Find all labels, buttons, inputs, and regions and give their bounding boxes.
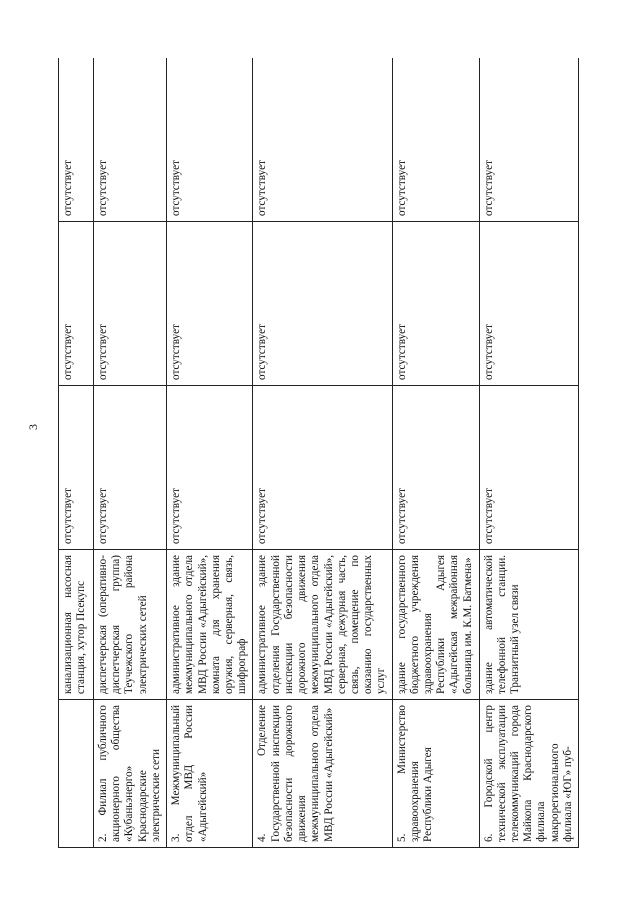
value-cell: отсутствует xyxy=(167,386,253,550)
table-row xyxy=(253,58,392,848)
value-cell: отсутствует xyxy=(94,58,167,222)
value-cell: отсутствует xyxy=(59,386,94,550)
value-cell: отсутствует xyxy=(59,58,94,222)
organization-cell xyxy=(59,700,94,848)
value-cell: отсутствует xyxy=(253,386,392,550)
table-row xyxy=(59,58,94,848)
table-row xyxy=(479,58,579,848)
building-cell: здание государственного бюджетного учреждения здравоохранения Республики Адыгея «Адыгейская межрайонная больница им. К.М. Батмена» xyxy=(392,550,479,700)
value-cell: отсутствует xyxy=(392,222,479,386)
value-cell: отсутствует xyxy=(167,58,253,222)
organization-cell: 5. Министерство здравоохранения Республики Адыгея xyxy=(392,700,479,848)
value-cell: отсутствует xyxy=(94,386,167,550)
table-row xyxy=(167,58,253,848)
value-cell: отсутствует xyxy=(479,58,579,222)
value-cell: отсутствует xyxy=(253,58,392,222)
value-cell: отсутствует xyxy=(253,222,392,386)
building-cell: административное здание отделения Государственной инспекции безопасности дорожного движения межмуниципального отдела МВД России «Адыгейский», серверная, дежурная часть, связь, помещение по оказанию государственных услуг xyxy=(253,550,392,700)
value-cell: отсутствует xyxy=(479,222,579,386)
value-cell: отсутствует xyxy=(59,222,94,386)
building-cell: здание автоматической телефонной станции. Транзитный узел связи xyxy=(479,550,579,700)
building-cell: диспетчерская (оперативно-диспетчерская группа) Теучежского района электрических сетей xyxy=(94,550,167,700)
value-cell: отсутствует xyxy=(392,386,479,550)
organization-cell: 4. Отделение Государственной инспекции безопасности дорожного движения межмуниципального отдела МВД России «Адыгейский» xyxy=(253,700,392,848)
value-cell: отсутствует xyxy=(479,386,579,550)
rotated-table-container xyxy=(58,58,598,848)
page-number: 3 xyxy=(26,424,40,430)
organization-cell: 6. Городской центр технической эксплуатации телекоммуникаций города Майкопа Краснодарского филиала макрорегионального филиала «ЮГ» пуб- xyxy=(479,700,579,848)
value-cell: отсутствует xyxy=(392,58,479,222)
organization-cell: 3. Межмуниципальный отдел МВД России «Адыгейский» xyxy=(167,700,253,848)
building-cell: канализационная насосная станция, хутор Псекупс xyxy=(59,550,94,700)
table-row xyxy=(94,58,167,848)
facilities-table xyxy=(58,58,579,848)
document-page xyxy=(58,58,598,848)
value-cell: отсутствует xyxy=(167,222,253,386)
organization-cell: 2. Филиал публичного акционерного общества «Кубаньэнерго» Краснодарские электрические сети xyxy=(94,700,167,848)
value-cell: отсутствует xyxy=(94,222,167,386)
table-row xyxy=(392,58,479,848)
building-cell: административное здание межмуниципального отдела МВД России «Адыгейский», комната для хранения оружия, серверная, связь, шифрограф xyxy=(167,550,253,700)
